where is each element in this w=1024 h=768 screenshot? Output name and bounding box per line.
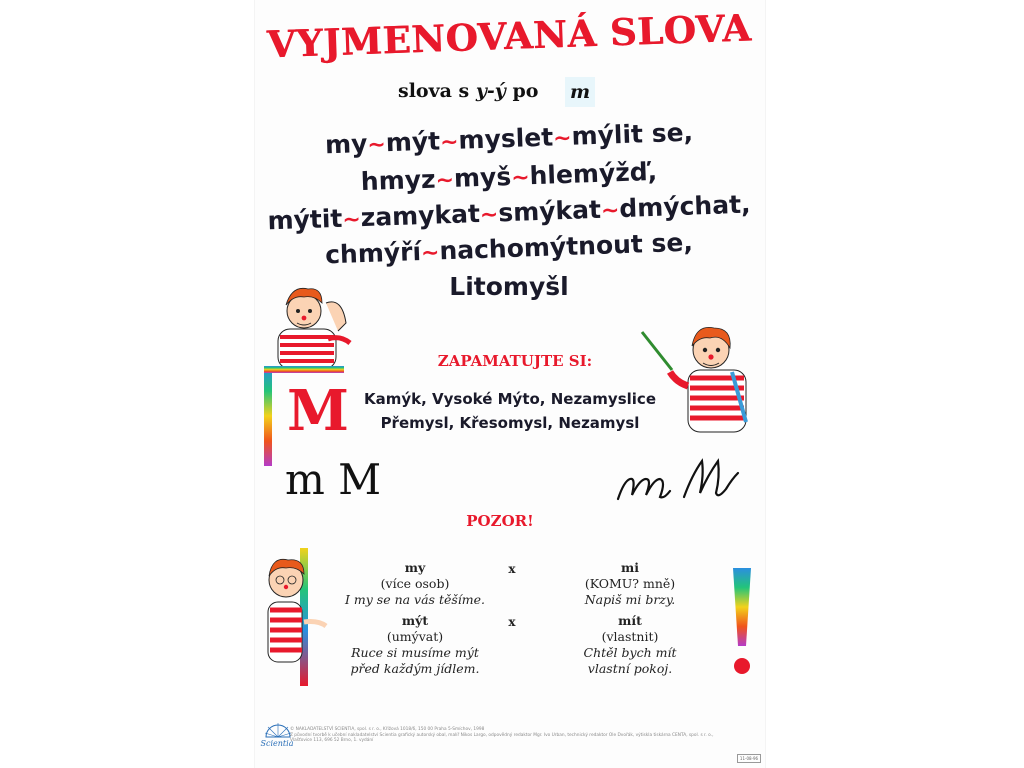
word: chmýří	[324, 237, 422, 270]
tilde-separator: ~	[552, 125, 573, 152]
word: nachomýtnout se,	[438, 227, 694, 266]
exclamation-icon	[728, 566, 756, 680]
tilde-separator: ~	[420, 240, 440, 267]
cursive-letters	[614, 455, 744, 503]
remember-line-1: Kamýk, Vysoké Mýto, Nezamyslice	[363, 390, 656, 408]
word: hlemýžď,	[529, 156, 658, 191]
warning-word: my	[404, 560, 426, 575]
warning-word: mít	[618, 613, 642, 628]
frame-vertical	[264, 366, 272, 466]
tilde-separator: ~	[600, 198, 620, 224]
remember-line-2: Přemysl, Křesomysl, Nezamysl	[380, 414, 640, 432]
warning-example: Ruce si musíme mýt	[351, 645, 479, 660]
tilde-separator: ~	[479, 202, 499, 229]
publisher-logo-text: Scientia	[260, 739, 294, 748]
subtitle-po: po	[512, 80, 539, 102]
warning-cell-myt	[320, 613, 510, 677]
tilde-separator: ~	[439, 129, 459, 156]
warning-example: I my se na vás těšíme.	[344, 592, 486, 607]
word: mýt	[385, 126, 441, 158]
warning-meaning: (více osob)	[380, 576, 450, 591]
word: dmýchat,	[618, 189, 751, 224]
warning-word: mi	[621, 560, 639, 575]
word: myš	[453, 161, 512, 193]
versus-mark: x	[508, 615, 516, 629]
warning-word: mýt	[401, 613, 429, 628]
tilde-separator: ~	[435, 167, 455, 194]
warning-example: před každým jídlem.	[350, 661, 480, 676]
boy-pointing-illustration	[636, 322, 756, 434]
warning-cell-my	[320, 560, 510, 608]
word: Litomyšl	[449, 272, 569, 301]
warning-example: Napiš mi brzy.	[584, 592, 676, 607]
warning-cell-mit	[535, 613, 725, 677]
warning-title: POZOR!	[466, 512, 534, 530]
big-letter-m: M	[287, 378, 349, 444]
boy-pillar-figure	[268, 559, 326, 662]
word: my	[324, 128, 368, 160]
warning-cell-mi	[535, 560, 725, 608]
boy-leaning-figure	[278, 288, 350, 369]
word: zamykat	[360, 199, 481, 233]
remember-title: ZAPAMATUJTE SI:	[437, 352, 593, 370]
imprint-line-2: Z původní tvorbě k učební nakladatelství Scientia grafický autorský obal, malíř Nikos Largo, odpovědný redaktor Mgr. Ivo Urban, technický redaktor Ole Dvořák, výtiskla tiskárna CENTA, spol. s r. o., Vlašťovice 113, 696 52 Brno, 1. vydání	[290, 732, 714, 743]
frame-horizontal	[264, 366, 344, 373]
sun-logo-icon	[264, 721, 292, 739]
tilde-separator: ~	[367, 132, 387, 158]
imprint-line-1: © NAKLADATELSTVÍ SCIENTIA, spol. s r. o., Křížová 1018/6, 150 00 Praha 5-Smíchov, 1998	[290, 727, 485, 732]
cursive-capital-m	[684, 461, 738, 497]
word: smýkat	[497, 194, 602, 228]
tilde-separator: ~	[510, 165, 531, 191]
versus-mark: x	[508, 562, 516, 576]
tilde-separator: ~	[341, 207, 362, 233]
warning-example: vlastní pokoj.	[587, 661, 673, 676]
imprint-text	[290, 727, 730, 744]
warning-example: Chtěl bych mít	[583, 645, 677, 660]
warning-meaning: (KOMU? mně)	[584, 576, 676, 591]
poster-title: VYJMENOVANÁ SLOVA	[266, 5, 752, 67]
product-code: 11-08-96	[737, 754, 761, 763]
subtitle-prefix: slova s	[398, 80, 470, 102]
cursive-small-m	[618, 479, 670, 499]
subtitle-letters: y-ý	[475, 80, 506, 102]
boy-pointing-figure	[642, 327, 746, 432]
word: mýlit se,	[571, 117, 694, 151]
pointer-stick	[642, 332, 672, 370]
word: hmyz	[360, 164, 437, 197]
subtitle-letter-box: m	[565, 77, 595, 107]
word: myslet	[457, 122, 554, 155]
word: mýtit	[267, 203, 343, 236]
warning-meaning: (umývat)	[386, 629, 444, 644]
warning-meaning: (vlastnit)	[601, 629, 659, 644]
printed-letters: m M	[285, 455, 382, 504]
